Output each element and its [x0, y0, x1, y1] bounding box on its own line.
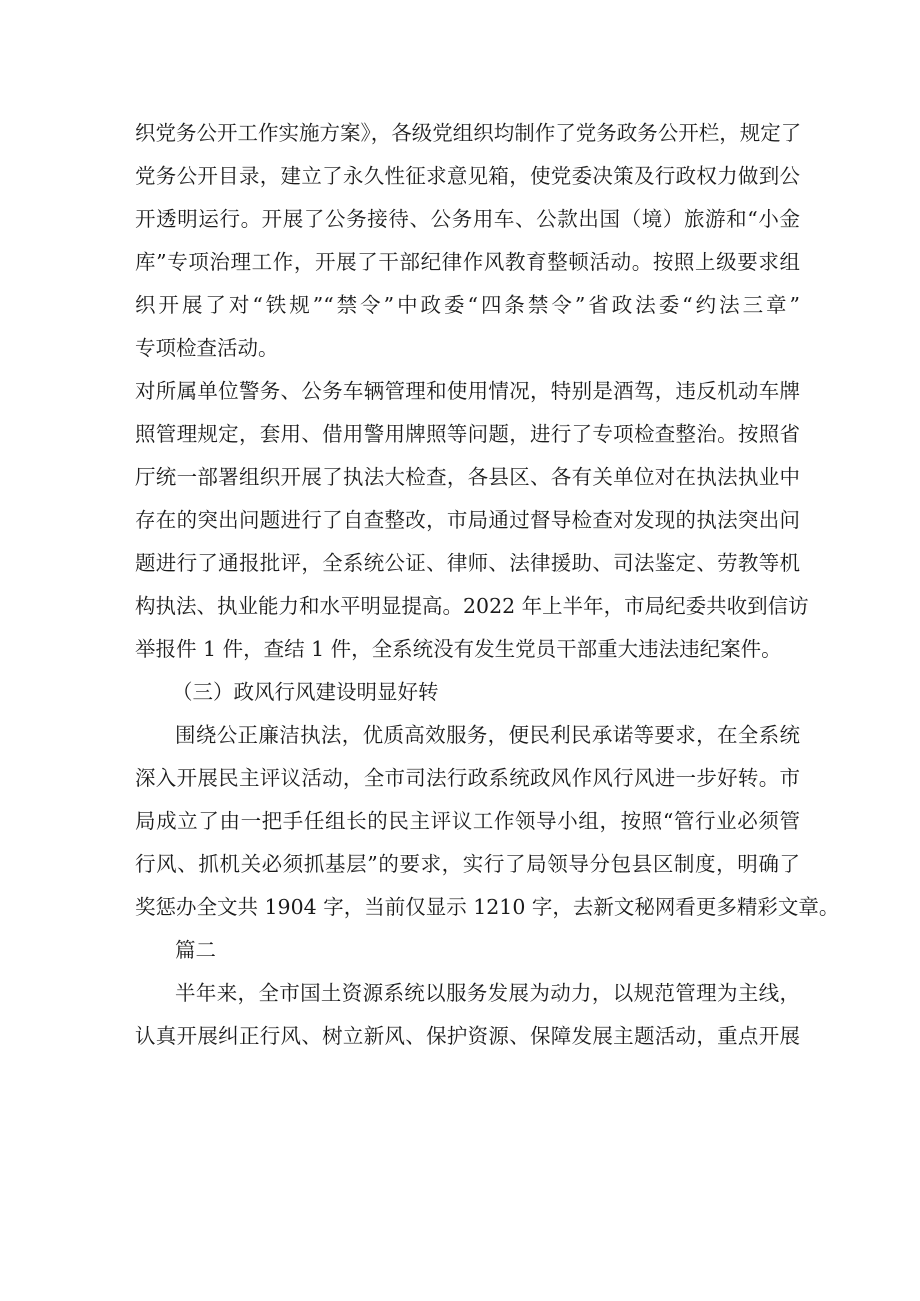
paragraph-line: 专项检查活动。 [135, 336, 279, 360]
paragraph-line: 举报件 1 件，查结 1 件，全系统没有发生党员干部重大违法违纪案件。 [135, 637, 782, 661]
paragraph-line: 党务公开目录，建立了永久性征求意见箱，使党委决策及行政权力做到公 [135, 164, 800, 188]
paragraph-2 [135, 370, 809, 671]
section-heading: （三）政风行风建设明显好转 [172, 680, 439, 704]
paragraph-line: 对所属单位警务、公务车辆管理和使用情况，特别是酒驾，违反机动车牌 [135, 379, 800, 403]
paragraph-line: 存在的突出问题进行了自查整改，市局通过督导检查对发现的执法突出问 [135, 508, 800, 532]
part-heading: 篇二 [175, 938, 216, 962]
paragraph-line: 照管理规定，套用、借用警用牌照等问题，进行了专项检查整治。按照省 [135, 422, 800, 446]
paragraph-line: 围绕公正廉洁执法，优质高效服务，便民利民承诺等要求，在全系统 [175, 723, 800, 747]
paragraph-line: 构执法、执业能力和水平明显提高。2022 年上半年，市局纪委共收到信访 [135, 594, 809, 618]
paragraph-line: 题进行了通报批评，全系统公证、律师、法律援助、司法鉴定、劳教等机 [135, 551, 800, 575]
paragraph-line: 奖惩办全文共 1904 字，当前仅显示 1210 字，去新文秘网看更多精彩文章。 [135, 895, 840, 919]
paragraph-3 [135, 714, 840, 929]
paragraph-1 [135, 112, 800, 370]
paragraph-line: 半年来，全市国土资源系统以服务发展为动力，以规范管理为主线， [175, 981, 800, 1005]
paragraph-line: 开透明运行。开展了公务接待、公务用车、公款出国（境）旅游和“小金 [135, 207, 800, 231]
paragraph-line: 认真开展纠正行风、树立新风、保护资源、保障发展主题活动，重点开展 [135, 1024, 800, 1048]
paragraph-line: 织开展了对“铁规”“禁令”中政委“四条禁令”省政法委“约法三章” [135, 293, 800, 317]
paragraph-line: 局成立了由一把手任组长的民主评议工作领导小组，按照“管行业必须管 [135, 809, 800, 833]
paragraph-line: 织党务公开工作实施方案》，各级党组织均制作了党务政务公开栏，规定了 [135, 121, 802, 145]
paragraph-line: 厅统一部署组织开展了执法大检查，各县区、各有关单位对在执法执业中 [135, 465, 800, 489]
paragraph-line: 深入开展民主评议活动，全市司法行政系统政风作风行风进一步好转。市 [135, 766, 800, 790]
document-body [135, 112, 840, 1058]
paragraph-line: 行风、抓机关必须抓基层”的要求，实行了局领导分包县区制度，明确了 [135, 852, 800, 876]
paragraph-4 [135, 972, 800, 1058]
paragraph-line: 库”专项治理工作，开展了干部纪律作风教育整顿活动。按照上级要求组 [135, 250, 800, 274]
